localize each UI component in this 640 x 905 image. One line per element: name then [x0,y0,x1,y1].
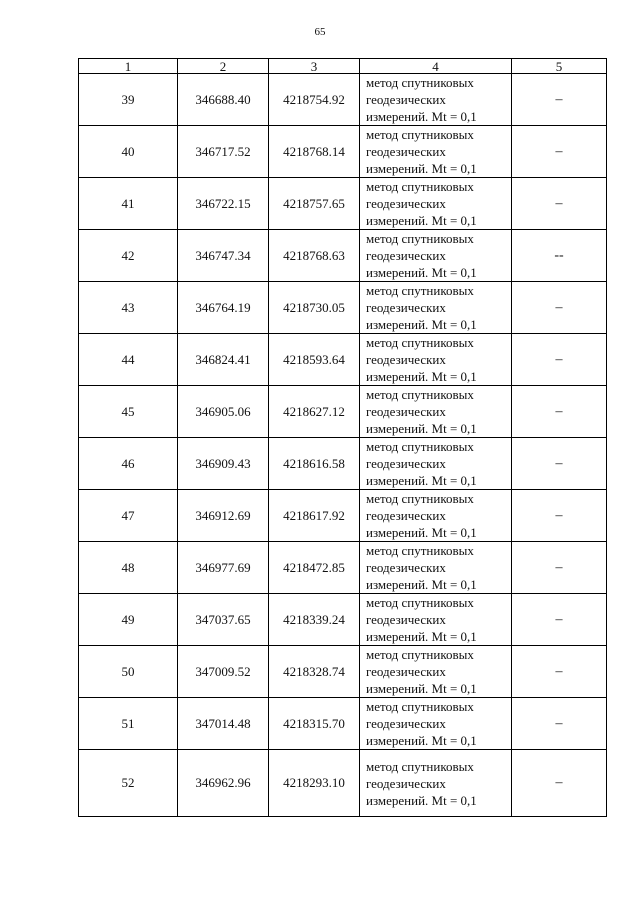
method-text-line: геодезических [366,775,446,791]
method-text-line: измерений. Mt = 0,1 [366,681,477,696]
method-text-line: геодезических [366,664,446,679]
method-text-line: метод спутниковых [366,231,474,246]
note-cell: – [512,542,607,594]
x-coordinate-cell: 346722.15 [178,178,269,230]
method-text-line: метод спутниковых [366,127,474,142]
point-number-cell: 49 [79,594,178,646]
method-text-line: геодезических [366,92,446,107]
y-coordinate-cell: 4218757.65 [269,178,360,230]
y-coordinate-cell: 4218315.70 [269,698,360,750]
method-text-line: геодезических [366,300,446,315]
x-coordinate-cell: 346717.52 [178,126,269,178]
page-number: 65 [314,26,326,38]
method-cell [360,386,512,438]
note-cell: – [512,282,607,334]
method-text-line: метод спутниковых [366,543,474,558]
note-cell: – [512,178,607,230]
method-cell [360,230,512,282]
method-text-line: геодезических [366,612,446,627]
method-text-line: метод спутниковых [366,647,474,662]
y-coordinate-cell: 4218616.58 [269,438,360,490]
note-cell: – [512,698,607,750]
method-text-line: геодезических [366,456,446,471]
table-row [79,698,607,750]
table-row [79,438,607,490]
table-row [79,282,607,334]
method-text-line: метод спутниковых [366,595,474,610]
table-row [79,126,607,178]
y-coordinate-cell: 4218754.92 [269,74,360,126]
note-cell: – [512,646,607,698]
method-text-line: измерений. Mt = 0,1 [366,473,477,488]
method-text-line: измерений. Mt = 0,1 [366,792,477,808]
point-number-cell: 51 [79,698,178,750]
note-cell: – [512,438,607,490]
method-text-line: геодезических [366,144,446,159]
method-text-line: геодезических [366,352,446,367]
x-coordinate-cell: 347009.52 [178,646,269,698]
column-header: 4 [360,59,512,74]
method-cell [360,542,512,594]
column-header: 1 [79,59,178,74]
method-text-line: геодезических [366,560,446,575]
note-cell: – [512,750,607,817]
point-number-cell: 47 [79,490,178,542]
table-row [79,750,607,817]
table-body [79,74,607,817]
method-text-line: геодезических [366,404,446,419]
x-coordinate-cell: 346688.40 [178,74,269,126]
point-number-cell: 39 [79,74,178,126]
method-text-line: измерений. Mt = 0,1 [366,317,477,332]
method-text-line: геодезических [366,196,446,211]
y-coordinate-cell: 4218472.85 [269,542,360,594]
x-coordinate-cell: 346764.19 [178,282,269,334]
method-text-line: измерений. Mt = 0,1 [366,577,477,592]
note-cell: – [512,594,607,646]
x-coordinate-cell: 346905.06 [178,386,269,438]
column-header: 3 [269,59,360,74]
table-row [79,74,607,126]
table-row [79,334,607,386]
y-coordinate-cell: 4218627.12 [269,386,360,438]
method-text-line: метод спутниковых [366,335,474,350]
x-coordinate-cell: 346747.34 [178,230,269,282]
method-text-line: метод спутниковых [366,179,474,194]
x-coordinate-cell: 346962.96 [178,750,269,817]
method-text-line: измерений. Mt = 0,1 [366,369,477,384]
method-text-line: метод спутниковых [366,283,474,298]
column-header: 5 [512,59,607,74]
method-cell [360,334,512,386]
x-coordinate-cell: 346909.43 [178,438,269,490]
method-text-line: метод спутниковых [366,75,474,90]
method-text-line: метод спутниковых [366,491,474,506]
method-text-line: измерений. Mt = 0,1 [366,109,477,124]
column-header: 2 [178,59,269,74]
note-cell: – [512,386,607,438]
method-text-line: метод спутниковых [366,387,474,402]
note-cell: – [512,126,607,178]
method-text-line: геодезических [366,248,446,263]
y-coordinate-cell: 4218328.74 [269,646,360,698]
point-number-cell: 46 [79,438,178,490]
method-cell [360,594,512,646]
table-row [79,230,607,282]
x-coordinate-cell: 347037.65 [178,594,269,646]
table-row [79,594,607,646]
point-number-cell: 40 [79,126,178,178]
y-coordinate-cell: 4218617.92 [269,490,360,542]
x-coordinate-cell: 346977.69 [178,542,269,594]
x-coordinate-cell: 346824.41 [178,334,269,386]
method-cell [360,282,512,334]
y-coordinate-cell: 4218293.10 [269,750,360,817]
point-number-cell: 42 [79,230,178,282]
method-text-line: измерений. Mt = 0,1 [366,525,477,540]
note-cell: – [512,334,607,386]
note-cell: – [512,74,607,126]
method-cell [360,126,512,178]
y-coordinate-cell: 4218730.05 [269,282,360,334]
point-number-cell: 52 [79,750,178,817]
point-number-cell: 45 [79,386,178,438]
y-coordinate-cell: 4218593.64 [269,334,360,386]
y-coordinate-cell: 4218339.24 [269,594,360,646]
point-number-cell: 48 [79,542,178,594]
method-text-line: измерений. Mt = 0,1 [366,161,477,176]
point-number-cell: 50 [79,646,178,698]
method-text-line: измерений. Mt = 0,1 [366,213,477,228]
coordinates-table [78,58,607,817]
table-row [79,178,607,230]
method-cell [360,646,512,698]
y-coordinate-cell: 4218768.14 [269,126,360,178]
point-number-cell: 44 [79,334,178,386]
method-text-line: метод спутниковых [366,699,474,714]
method-text-line: измерений. Mt = 0,1 [366,733,477,748]
method-text-line: метод спутниковых [366,439,474,454]
note-cell: -- [512,230,607,282]
method-cell [360,438,512,490]
method-cell [360,698,512,750]
method-text-line: метод спутниковых [366,758,474,774]
note-cell: – [512,490,607,542]
y-coordinate-cell: 4218768.63 [269,230,360,282]
table-row [79,490,607,542]
x-coordinate-cell: 347014.48 [178,698,269,750]
method-cell [360,178,512,230]
method-text-line: измерений. Mt = 0,1 [366,265,477,280]
table-row [79,646,607,698]
table-row [79,386,607,438]
x-coordinate-cell: 346912.69 [178,490,269,542]
method-text-line: геодезических [366,508,446,523]
table-row [79,542,607,594]
method-cell [360,490,512,542]
point-number-cell: 41 [79,178,178,230]
table-header-row [79,59,607,74]
method-cell [360,74,512,126]
method-text-line: измерений. Mt = 0,1 [366,421,477,436]
method-text-line: геодезических [366,716,446,731]
method-cell [360,750,512,817]
point-number-cell: 43 [79,282,178,334]
method-text-line: измерений. Mt = 0,1 [366,629,477,644]
